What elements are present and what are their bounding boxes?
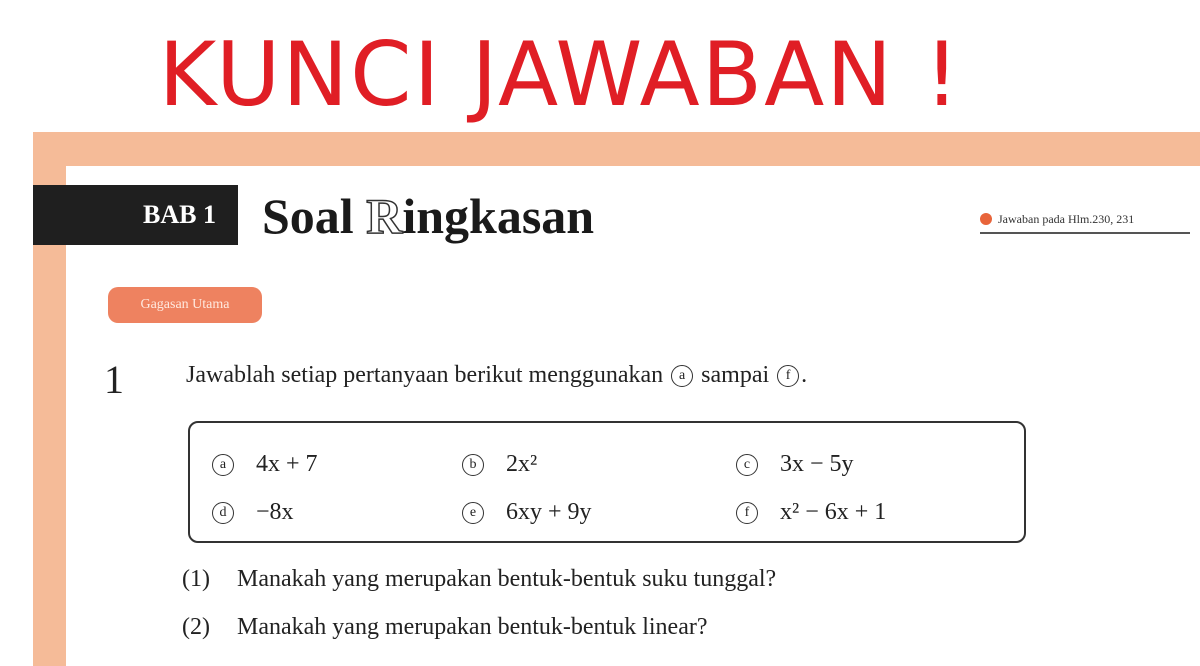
answer-page-reference xyxy=(980,206,1190,234)
circled-a-marker: a xyxy=(671,365,693,387)
chapter-title-outline-letter: R xyxy=(366,188,403,244)
choice-item xyxy=(210,451,318,478)
choice-expression: 4x + 7 xyxy=(256,451,318,477)
choice-marker: f xyxy=(736,502,758,524)
page-frame-top xyxy=(33,132,1200,166)
sub-question xyxy=(182,614,707,641)
choices-box xyxy=(188,421,1026,543)
page-headline: KUNCI JAWABAN ! xyxy=(158,23,962,126)
choice-item xyxy=(734,451,854,478)
choice-marker: c xyxy=(736,454,758,476)
sub-question-number: (1) xyxy=(182,566,210,592)
choice-marker: b xyxy=(462,454,484,476)
choice-marker: a xyxy=(212,454,234,476)
choice-item xyxy=(210,499,294,526)
choice-expression: 3x − 5y xyxy=(780,451,854,477)
question-text-before: Jawablah setiap pertanyaan berikut menggunakan xyxy=(186,362,664,388)
choice-marker: e xyxy=(462,502,484,524)
choice-item xyxy=(734,499,886,526)
choice-expression: x² − 6x + 1 xyxy=(780,499,887,525)
answer-reference-text: Jawaban pada Hlm.230, 231 xyxy=(998,211,1135,226)
choice-expression: −8x xyxy=(256,499,294,525)
sub-question-text: Manakah yang merupakan bentuk-bentuk linear? xyxy=(237,614,708,640)
section-pill xyxy=(108,287,262,323)
choice-item xyxy=(460,451,537,478)
sub-question-number: (2) xyxy=(182,614,210,640)
question-text-end: . xyxy=(801,362,808,388)
choice-item xyxy=(460,499,592,526)
chapter-label-text: BAB 1 xyxy=(143,200,216,229)
section-pill-label: Gagasan Utama xyxy=(140,297,230,312)
choice-marker: d xyxy=(212,502,234,524)
chapter-title-first-word: Soal xyxy=(262,188,367,244)
chapter-label xyxy=(33,185,238,245)
choice-expression: 2x² xyxy=(506,451,538,477)
chapter-title-rest: ingkasan xyxy=(402,188,595,244)
choice-expression: 6xy + 9y xyxy=(506,499,592,525)
question-text-middle: sampai xyxy=(701,362,770,388)
question-text xyxy=(186,362,807,389)
bullet-icon xyxy=(980,213,992,225)
sub-question-text: Manakah yang merupakan bentuk-bentuk suku tunggal? xyxy=(237,566,777,592)
circled-f-marker: f xyxy=(777,365,799,387)
question-number: 1 xyxy=(104,357,124,402)
chapter-title xyxy=(262,186,594,246)
sub-question xyxy=(182,566,776,593)
